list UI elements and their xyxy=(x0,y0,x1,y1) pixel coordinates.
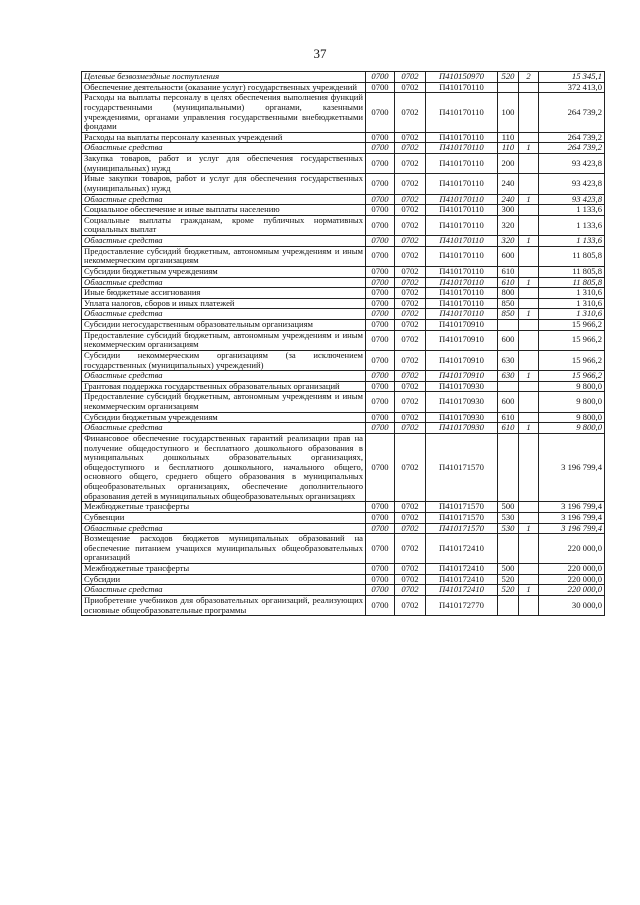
table-row xyxy=(82,433,605,501)
source-code xyxy=(519,512,539,523)
expense-type-code: 600 xyxy=(498,246,519,266)
source-code xyxy=(519,205,539,216)
amount: 1 133,6 xyxy=(539,215,605,235)
table-row xyxy=(82,320,605,331)
amount: 3 196 799,4 xyxy=(539,512,605,523)
subsection-code: 0702 xyxy=(395,236,426,247)
table-row xyxy=(82,512,605,523)
target-code: П410172410 xyxy=(426,585,498,596)
subsection-code: 0702 xyxy=(395,412,426,423)
amount: 15 966,2 xyxy=(539,371,605,382)
row-name: Иные бюджетные ассигнования xyxy=(82,288,366,299)
amount: 15 966,2 xyxy=(539,330,605,350)
subsection-code: 0702 xyxy=(395,564,426,575)
subsection-code: 0702 xyxy=(395,423,426,434)
amount: 93 423,8 xyxy=(539,174,605,194)
amount: 1 310,6 xyxy=(539,288,605,299)
table-row xyxy=(82,236,605,247)
amount: 9 800,0 xyxy=(539,392,605,412)
amount: 11 805,8 xyxy=(539,266,605,277)
expense-type-code xyxy=(498,381,519,392)
row-name: Грантовая поддержка государственных образовательных организаций xyxy=(82,381,366,392)
target-code: П410170110 xyxy=(426,215,498,235)
amount: 11 805,8 xyxy=(539,246,605,266)
source-code: 1 xyxy=(519,309,539,320)
row-name: Субсидии некоммерческим организациям (за исключением государственных (муниципальных) учреждений) xyxy=(82,350,366,370)
source-code: 2 xyxy=(519,72,539,83)
source-code xyxy=(519,574,539,585)
section-code: 0700 xyxy=(366,392,395,412)
row-name: Областные средства xyxy=(82,585,366,596)
expense-type-code: 850 xyxy=(498,309,519,320)
expense-type-code: 520 xyxy=(498,585,519,596)
expense-type-code: 530 xyxy=(498,523,519,534)
table-row xyxy=(82,412,605,423)
expense-type-code xyxy=(498,82,519,93)
section-code: 0700 xyxy=(366,93,395,133)
section-code: 0700 xyxy=(366,298,395,309)
subsection-code: 0702 xyxy=(395,82,426,93)
section-code: 0700 xyxy=(366,72,395,83)
row-name: Областные средства xyxy=(82,423,366,434)
target-code: П410171570 xyxy=(426,433,498,501)
section-code: 0700 xyxy=(366,523,395,534)
row-name: Предоставление субсидий бюджетным, автономным учреждениям и иным некоммерческим организациям xyxy=(82,246,366,266)
subsection-code: 0702 xyxy=(395,595,426,615)
section-code: 0700 xyxy=(366,194,395,205)
row-name: Предоставление субсидий бюджетным, автономным учреждениям и иным некоммерческим организациям xyxy=(82,392,366,412)
amount: 3 196 799,4 xyxy=(539,523,605,534)
row-name: Целевые безвозмездные поступления xyxy=(82,72,366,83)
section-code: 0700 xyxy=(366,143,395,154)
target-code: П410170110 xyxy=(426,277,498,288)
table-row xyxy=(82,574,605,585)
source-code xyxy=(519,330,539,350)
subsection-code: 0702 xyxy=(395,266,426,277)
row-name: Расходы на выплаты персоналу казенных учреждений xyxy=(82,132,366,143)
section-code: 0700 xyxy=(366,502,395,513)
section-code: 0700 xyxy=(366,277,395,288)
source-code: 1 xyxy=(519,143,539,154)
table-row xyxy=(82,523,605,534)
source-code xyxy=(519,564,539,575)
amount: 3 196 799,4 xyxy=(539,502,605,513)
row-name: Областные средства xyxy=(82,236,366,247)
section-code: 0700 xyxy=(366,320,395,331)
subsection-code: 0702 xyxy=(395,330,426,350)
amount: 1 133,6 xyxy=(539,205,605,216)
row-name: Субвенции xyxy=(82,512,366,523)
subsection-code: 0702 xyxy=(395,585,426,596)
row-name: Областные средства xyxy=(82,194,366,205)
section-code: 0700 xyxy=(366,512,395,523)
row-name: Областные средства xyxy=(82,277,366,288)
source-code xyxy=(519,266,539,277)
expense-type-code: 320 xyxy=(498,236,519,247)
target-code: П410170110 xyxy=(426,236,498,247)
row-name: Расходы на выплаты персоналу в целях обеспечения выполнения функций государственными (муниципальными) органами, казенными учреждениями, органами управления государственными внебюджетными фондами xyxy=(82,93,366,133)
source-code xyxy=(519,132,539,143)
source-code: 1 xyxy=(519,585,539,596)
table-row xyxy=(82,298,605,309)
subsection-code: 0702 xyxy=(395,246,426,266)
source-code: 1 xyxy=(519,277,539,288)
source-code xyxy=(519,412,539,423)
section-code: 0700 xyxy=(366,350,395,370)
expense-type-code: 850 xyxy=(498,298,519,309)
section-code: 0700 xyxy=(366,174,395,194)
target-code: П410170110 xyxy=(426,194,498,205)
target-code: П410170930 xyxy=(426,423,498,434)
section-code: 0700 xyxy=(366,82,395,93)
source-code xyxy=(519,246,539,266)
section-code: 0700 xyxy=(366,433,395,501)
target-code: П410170110 xyxy=(426,266,498,277)
source-code xyxy=(519,595,539,615)
amount: 9 800,0 xyxy=(539,412,605,423)
amount: 93 423,8 xyxy=(539,154,605,174)
target-code: П410170110 xyxy=(426,205,498,216)
section-code: 0700 xyxy=(366,574,395,585)
subsection-code: 0702 xyxy=(395,392,426,412)
source-code xyxy=(519,154,539,174)
target-code: П410170110 xyxy=(426,82,498,93)
target-code: П410170110 xyxy=(426,93,498,133)
expense-type-code: 100 xyxy=(498,93,519,133)
section-code: 0700 xyxy=(366,246,395,266)
section-code: 0700 xyxy=(366,381,395,392)
table-row xyxy=(82,392,605,412)
subsection-code: 0702 xyxy=(395,174,426,194)
expense-type-code: 610 xyxy=(498,423,519,434)
row-name: Межбюджетные трансферты xyxy=(82,564,366,575)
row-name: Возмещение расходов бюджетов муниципальных образований на обеспечение питанием учащихся муниципальных общеобразовательных организаций xyxy=(82,534,366,564)
table-row xyxy=(82,371,605,382)
expense-type-code: 110 xyxy=(498,132,519,143)
source-code: 1 xyxy=(519,371,539,382)
subsection-code: 0702 xyxy=(395,523,426,534)
table-row xyxy=(82,82,605,93)
amount: 1 133,6 xyxy=(539,236,605,247)
section-code: 0700 xyxy=(366,371,395,382)
section-code: 0700 xyxy=(366,585,395,596)
row-name: Областные средства xyxy=(82,523,366,534)
table-row xyxy=(82,205,605,216)
table-row xyxy=(82,277,605,288)
section-code: 0700 xyxy=(366,205,395,216)
amount: 264 739,2 xyxy=(539,143,605,154)
table-row xyxy=(82,381,605,392)
expense-type-code: 800 xyxy=(498,288,519,299)
subsection-code: 0702 xyxy=(395,309,426,320)
row-name: Уплата налогов, сборов и иных платежей xyxy=(82,298,366,309)
row-name: Приобретение учебников для образовательных организаций, реализующих основные общеобразовательные программы xyxy=(82,595,366,615)
table-row xyxy=(82,288,605,299)
expense-type-code: 630 xyxy=(498,350,519,370)
row-name: Областные средства xyxy=(82,309,366,320)
amount: 264 739,2 xyxy=(539,132,605,143)
target-code: П410170930 xyxy=(426,381,498,392)
expense-type-code: 610 xyxy=(498,412,519,423)
row-name: Обеспечение деятельности (оказание услуг) государственных учреждений xyxy=(82,82,366,93)
expense-type-code: 610 xyxy=(498,277,519,288)
section-code: 0700 xyxy=(366,423,395,434)
table-row xyxy=(82,93,605,133)
table-row xyxy=(82,174,605,194)
subsection-code: 0702 xyxy=(395,215,426,235)
subsection-code: 0702 xyxy=(395,154,426,174)
amount: 1 310,6 xyxy=(539,298,605,309)
amount: 220 000,0 xyxy=(539,564,605,575)
target-code: П410170930 xyxy=(426,412,498,423)
source-code xyxy=(519,82,539,93)
target-code: П410170110 xyxy=(426,132,498,143)
table-row xyxy=(82,534,605,564)
subsection-code: 0702 xyxy=(395,288,426,299)
target-code: П410171570 xyxy=(426,523,498,534)
amount: 15 345,1 xyxy=(539,72,605,83)
table-row xyxy=(82,585,605,596)
expense-type-code: 600 xyxy=(498,330,519,350)
amount: 220 000,0 xyxy=(539,574,605,585)
expense-type-code: 520 xyxy=(498,72,519,83)
section-code: 0700 xyxy=(366,534,395,564)
section-code: 0700 xyxy=(366,154,395,174)
source-code xyxy=(519,392,539,412)
expense-type-code: 630 xyxy=(498,371,519,382)
subsection-code: 0702 xyxy=(395,350,426,370)
section-code: 0700 xyxy=(366,330,395,350)
subsection-code: 0702 xyxy=(395,371,426,382)
row-name: Социальные выплаты гражданам, кроме публичных нормативных социальных выплат xyxy=(82,215,366,235)
expense-type-code: 520 xyxy=(498,574,519,585)
table-row xyxy=(82,72,605,83)
expense-type-code xyxy=(498,534,519,564)
amount: 9 800,0 xyxy=(539,381,605,392)
table-row xyxy=(82,194,605,205)
target-code: П410170910 xyxy=(426,371,498,382)
target-code: П410170110 xyxy=(426,143,498,154)
expense-type-code: 610 xyxy=(498,266,519,277)
subsection-code: 0702 xyxy=(395,205,426,216)
row-name: Областные средства xyxy=(82,371,366,382)
table-row xyxy=(82,423,605,434)
target-code: П410171570 xyxy=(426,502,498,513)
row-name: Социальное обеспечение и иные выплаты населению xyxy=(82,205,366,216)
page-number: 37 xyxy=(313,46,327,61)
subsection-code: 0702 xyxy=(395,534,426,564)
row-name: Субсидии xyxy=(82,574,366,585)
source-code: 1 xyxy=(519,236,539,247)
expense-type-code: 110 xyxy=(498,143,519,154)
table-row xyxy=(82,266,605,277)
target-code: П410170110 xyxy=(426,246,498,266)
table-row xyxy=(82,309,605,320)
subsection-code: 0702 xyxy=(395,320,426,331)
amount: 15 966,2 xyxy=(539,350,605,370)
table-row xyxy=(82,246,605,266)
amount: 372 413,0 xyxy=(539,82,605,93)
section-code: 0700 xyxy=(366,288,395,299)
section-code: 0700 xyxy=(366,236,395,247)
expense-type-code: 500 xyxy=(498,502,519,513)
amount: 3 196 799,4 xyxy=(539,433,605,501)
expense-type-code: 300 xyxy=(498,205,519,216)
target-code: П410170930 xyxy=(426,392,498,412)
expense-type-code xyxy=(498,595,519,615)
table-row xyxy=(82,595,605,615)
table-row xyxy=(82,564,605,575)
expense-type-code: 240 xyxy=(498,174,519,194)
subsection-code: 0702 xyxy=(395,143,426,154)
amount: 9 800,0 xyxy=(539,423,605,434)
source-code xyxy=(519,174,539,194)
subsection-code: 0702 xyxy=(395,381,426,392)
target-code: П410170910 xyxy=(426,350,498,370)
subsection-code: 0702 xyxy=(395,433,426,501)
row-name: Предоставление субсидий бюджетным, автономным учреждениям и иным некоммерческим организациям xyxy=(82,330,366,350)
row-name: Областные средства xyxy=(82,143,366,154)
subsection-code: 0702 xyxy=(395,298,426,309)
expense-type-code xyxy=(498,433,519,501)
section-code: 0700 xyxy=(366,412,395,423)
table-row xyxy=(82,502,605,513)
target-code: П410170110 xyxy=(426,154,498,174)
table-row xyxy=(82,132,605,143)
target-code: П410172410 xyxy=(426,564,498,575)
row-name: Финансовое обеспечение государственных гарантий реализации прав на получение общедоступного и бесплатного дошкольного образования в муниципальных дошкольных образовательных организациях, общедоступного и бесплатного дошкольного, начального общего, основного общего, среднего общего образования в муниципальных общеобразовательных организациях, обеспечение дополнительного образования детей в муниципальных общеобразовательных организациях xyxy=(82,433,366,501)
source-code xyxy=(519,288,539,299)
source-code xyxy=(519,381,539,392)
budget-table xyxy=(81,71,605,616)
source-code xyxy=(519,93,539,133)
subsection-code: 0702 xyxy=(395,277,426,288)
subsection-code: 0702 xyxy=(395,132,426,143)
target-code: П410172410 xyxy=(426,574,498,585)
target-code: П410170110 xyxy=(426,298,498,309)
source-code xyxy=(519,298,539,309)
subsection-code: 0702 xyxy=(395,502,426,513)
section-code: 0700 xyxy=(366,132,395,143)
target-code: П410150970 xyxy=(426,72,498,83)
target-code: П410170910 xyxy=(426,320,498,331)
amount: 220 000,0 xyxy=(539,534,605,564)
row-name: Субсидии бюджетным учреждениям xyxy=(82,266,366,277)
target-code: П410172770 xyxy=(426,595,498,615)
table-row xyxy=(82,143,605,154)
expense-type-code: 320 xyxy=(498,215,519,235)
target-code: П410171570 xyxy=(426,512,498,523)
target-code: П410172410 xyxy=(426,534,498,564)
subsection-code: 0702 xyxy=(395,512,426,523)
subsection-code: 0702 xyxy=(395,574,426,585)
source-code: 1 xyxy=(519,423,539,434)
source-code xyxy=(519,350,539,370)
target-code: П410170910 xyxy=(426,330,498,350)
row-name: Субсидии негосударственным образовательным организациям xyxy=(82,320,366,331)
subsection-code: 0702 xyxy=(395,93,426,133)
table-row xyxy=(82,215,605,235)
expense-type-code: 530 xyxy=(498,512,519,523)
subsection-code: 0702 xyxy=(395,194,426,205)
table-row xyxy=(82,350,605,370)
amount: 1 310,6 xyxy=(539,309,605,320)
target-code: П410170110 xyxy=(426,309,498,320)
source-code xyxy=(519,502,539,513)
amount: 30 000,0 xyxy=(539,595,605,615)
source-code xyxy=(519,433,539,501)
row-name: Закупка товаров, работ и услуг для обеспечения государственных (муниципальных) нужд xyxy=(82,154,366,174)
expense-type-code: 600 xyxy=(498,392,519,412)
amount: 93 423,8 xyxy=(539,194,605,205)
expense-type-code: 240 xyxy=(498,194,519,205)
subsection-code: 0702 xyxy=(395,72,426,83)
expense-type-code xyxy=(498,320,519,331)
expense-type-code: 200 xyxy=(498,154,519,174)
source-code: 1 xyxy=(519,523,539,534)
row-name: Межбюджетные трансферты xyxy=(82,502,366,513)
amount: 264 739,2 xyxy=(539,93,605,133)
source-code xyxy=(519,534,539,564)
source-code: 1 xyxy=(519,194,539,205)
target-code: П410170110 xyxy=(426,288,498,299)
table-row xyxy=(82,330,605,350)
source-code xyxy=(519,215,539,235)
amount: 15 966,2 xyxy=(539,320,605,331)
amount: 220 000,0 xyxy=(539,585,605,596)
amount: 11 805,8 xyxy=(539,277,605,288)
row-name: Субсидии бюджетным учреждениям xyxy=(82,412,366,423)
section-code: 0700 xyxy=(366,595,395,615)
target-code: П410170110 xyxy=(426,174,498,194)
row-name: Иные закупки товаров, работ и услуг для обеспечения государственных (муниципальных) нужд xyxy=(82,174,366,194)
table-row xyxy=(82,154,605,174)
source-code xyxy=(519,320,539,331)
section-code: 0700 xyxy=(366,215,395,235)
section-code: 0700 xyxy=(366,266,395,277)
expense-type-code: 500 xyxy=(498,564,519,575)
section-code: 0700 xyxy=(366,309,395,320)
section-code: 0700 xyxy=(366,564,395,575)
